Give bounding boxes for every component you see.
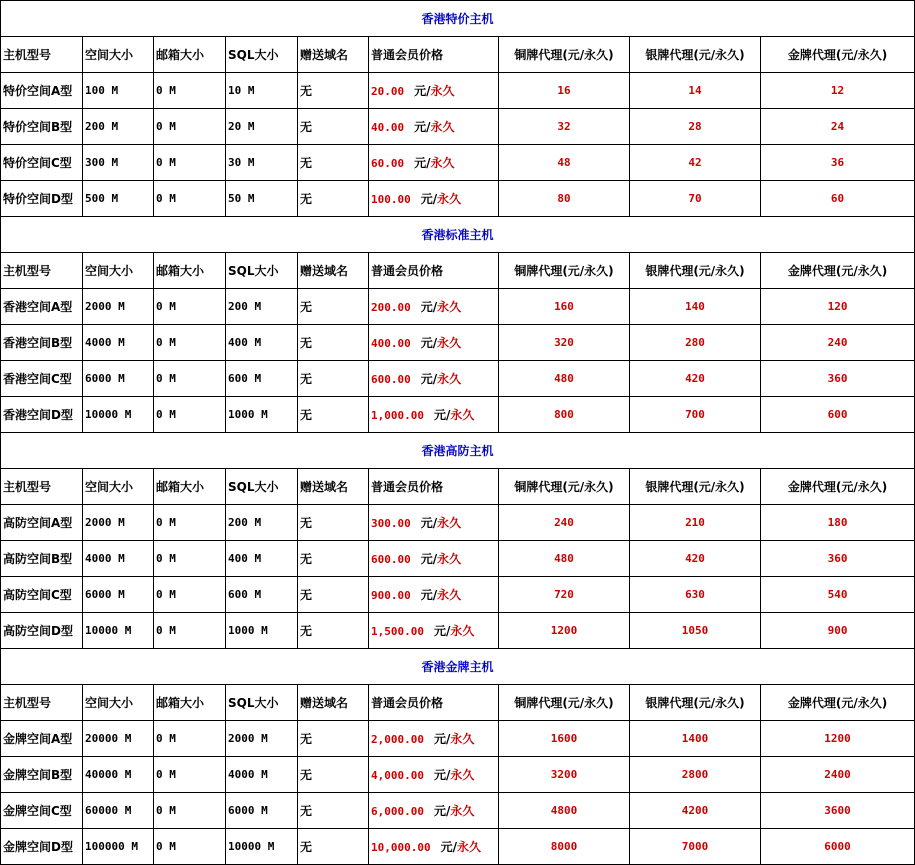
mailbox-cell: 0 M [154,541,226,577]
header-model: 主机型号 [1,37,83,73]
member-price-value: 10,000.00 [371,841,431,854]
mailbox-cell: 0 M [154,757,226,793]
table-row [1,757,915,793]
sql-cell: 30 M [226,145,298,181]
table-row [1,289,915,325]
price-unit [441,840,481,854]
model-cell: 高防空间A型 [1,505,83,541]
table-row [1,541,915,577]
price-unit [421,588,461,602]
header-mailbox: 邮箱大小 [154,685,226,721]
table-row [1,613,915,649]
gold-price-cell: 900 [761,613,915,649]
gold-price-cell: 240 [761,325,915,361]
header-gold-agent: 金牌代理(元/永久) [761,469,915,505]
price-unit [414,156,454,170]
price-unit-suffix: 永久 [437,516,462,530]
domain-cell: 无 [298,793,369,829]
member-price-value: 1,000.00 [371,409,424,422]
price-unit-prefix: 元/ [420,336,438,350]
price-unit-suffix: 永久 [450,768,475,782]
bronze-price-cell: 32 [499,109,630,145]
gold-price-cell: 600 [761,397,915,433]
price-unit-prefix: 元/ [420,372,438,386]
price-unit-suffix: 永久 [430,156,455,170]
model-cell: 金牌空间A型 [1,721,83,757]
price-unit [434,732,474,746]
section-title: 香港标准主机 [1,217,915,253]
model-cell: 特价空间D型 [1,181,83,217]
gold-price-cell: 36 [761,145,915,181]
bronze-price-cell: 48 [499,145,630,181]
space-cell: 4000 M [83,325,154,361]
space-cell: 10000 M [83,397,154,433]
member-price-value: 100.00 [371,193,411,206]
domain-cell: 无 [298,361,369,397]
bronze-price-cell: 80 [499,181,630,217]
table-row [1,829,915,865]
price-unit-prefix: 元/ [433,768,451,782]
header-model: 主机型号 [1,469,83,505]
price-unit-prefix: 元/ [420,192,438,206]
header-member-price: 普通会员价格 [369,253,499,289]
price-unit-prefix: 元/ [433,408,451,422]
domain-cell: 无 [298,505,369,541]
table-row [1,181,915,217]
bronze-price-cell: 480 [499,361,630,397]
member-price-cell [369,109,499,145]
price-unit [414,120,454,134]
silver-price-cell: 630 [630,577,761,613]
price-unit [421,516,461,530]
bronze-price-cell: 1600 [499,721,630,757]
space-cell: 40000 M [83,757,154,793]
space-cell: 4000 M [83,541,154,577]
header-silver-agent: 银牌代理(元/永久) [630,37,761,73]
section-title-row [1,433,915,469]
domain-cell: 无 [298,757,369,793]
section-title-row [1,649,915,685]
mailbox-cell: 0 M [154,361,226,397]
header-silver-agent: 银牌代理(元/永久) [630,253,761,289]
member-price-value: 600.00 [371,373,411,386]
gold-price-cell: 360 [761,361,915,397]
price-unit [434,804,474,818]
price-unit [434,408,474,422]
mailbox-cell: 0 M [154,289,226,325]
member-price-cell [369,289,499,325]
header-sql: SQL大小 [226,37,298,73]
model-cell: 金牌空间D型 [1,829,83,865]
space-cell: 6000 M [83,361,154,397]
space-cell: 200 M [83,109,154,145]
price-unit [421,372,461,386]
price-unit-prefix: 元/ [414,156,431,170]
member-price-cell [369,397,499,433]
gold-price-cell: 1200 [761,721,915,757]
silver-price-cell: 140 [630,289,761,325]
section-title: 香港金牌主机 [1,649,915,685]
gold-price-cell: 3600 [761,793,915,829]
member-price-cell [369,361,499,397]
bronze-price-cell: 320 [499,325,630,361]
price-unit [421,300,461,314]
price-unit-prefix: 元/ [433,624,451,638]
header-model: 主机型号 [1,253,83,289]
space-cell: 2000 M [83,505,154,541]
silver-price-cell: 1050 [630,613,761,649]
gold-price-cell: 6000 [761,829,915,865]
member-price-value: 6,000.00 [371,805,424,818]
gold-price-cell: 2400 [761,757,915,793]
silver-price-cell: 420 [630,361,761,397]
mailbox-cell: 0 M [154,181,226,217]
member-price-cell [369,73,499,109]
bronze-price-cell: 3200 [499,757,630,793]
member-price-value: 40.00 [371,121,405,134]
member-price-value: 300.00 [371,517,411,530]
gold-price-cell: 12 [761,73,915,109]
price-unit-suffix: 永久 [430,120,455,134]
price-unit-prefix: 元/ [420,552,438,566]
price-unit-suffix: 永久 [437,192,462,206]
section-title-row [1,1,915,37]
header-gold-agent: 金牌代理(元/永久) [761,37,915,73]
price-unit-suffix: 永久 [450,732,475,746]
column-header-row [1,469,915,505]
silver-price-cell: 14 [630,73,761,109]
member-price-value: 20.00 [371,85,405,98]
silver-price-cell: 210 [630,505,761,541]
header-sql: SQL大小 [226,253,298,289]
domain-cell: 无 [298,613,369,649]
sql-cell: 4000 M [226,757,298,793]
price-unit-prefix: 元/ [420,300,438,314]
space-cell: 6000 M [83,577,154,613]
header-model: 主机型号 [1,685,83,721]
domain-cell: 无 [298,289,369,325]
price-unit-prefix: 元/ [433,804,451,818]
sql-cell: 1000 M [226,397,298,433]
silver-price-cell: 28 [630,109,761,145]
model-cell: 特价空间C型 [1,145,83,181]
column-header-row [1,685,915,721]
sql-cell: 10 M [226,73,298,109]
model-cell: 香港空间A型 [1,289,83,325]
member-price-cell [369,505,499,541]
silver-price-cell: 1400 [630,721,761,757]
table-row [1,361,915,397]
member-price-cell [369,757,499,793]
price-unit-prefix: 元/ [440,840,457,854]
price-unit-suffix: 永久 [430,84,455,98]
member-price-cell [369,325,499,361]
price-unit [421,192,461,206]
price-unit-suffix: 永久 [450,804,475,818]
sql-cell: 6000 M [226,793,298,829]
silver-price-cell: 42 [630,145,761,181]
model-cell: 香港空间C型 [1,361,83,397]
member-price-cell [369,541,499,577]
space-cell: 300 M [83,145,154,181]
price-unit-prefix: 元/ [433,732,451,746]
header-space: 空间大小 [83,469,154,505]
mailbox-cell: 0 M [154,505,226,541]
space-cell: 100 M [83,73,154,109]
sql-cell: 400 M [226,541,298,577]
sql-cell: 10000 M [226,829,298,865]
price-unit [421,552,461,566]
mailbox-cell: 0 M [154,325,226,361]
price-unit-prefix: 元/ [414,84,431,98]
domain-cell: 无 [298,721,369,757]
member-price-cell [369,181,499,217]
header-mailbox: 邮箱大小 [154,253,226,289]
model-cell: 高防空间C型 [1,577,83,613]
domain-cell: 无 [298,829,369,865]
model-cell: 金牌空间B型 [1,757,83,793]
member-price-cell [369,613,499,649]
silver-price-cell: 70 [630,181,761,217]
gold-price-cell: 360 [761,541,915,577]
bronze-price-cell: 800 [499,397,630,433]
bronze-price-cell: 720 [499,577,630,613]
table-row [1,793,915,829]
price-unit [434,768,474,782]
silver-price-cell: 420 [630,541,761,577]
header-mailbox: 邮箱大小 [154,37,226,73]
bronze-price-cell: 8000 [499,829,630,865]
member-price-value: 400.00 [371,337,411,350]
table-row [1,109,915,145]
price-unit-prefix: 元/ [414,120,431,134]
price-unit-prefix: 元/ [420,588,438,602]
sql-cell: 1000 M [226,613,298,649]
space-cell: 20000 M [83,721,154,757]
model-cell: 金牌空间C型 [1,793,83,829]
member-price-value: 600.00 [371,553,411,566]
header-space: 空间大小 [83,253,154,289]
price-unit-suffix: 永久 [450,408,475,422]
price-unit-suffix: 永久 [437,588,462,602]
model-cell: 高防空间B型 [1,541,83,577]
header-silver-agent: 银牌代理(元/永久) [630,469,761,505]
header-domain: 赠送域名 [298,37,369,73]
header-silver-agent: 银牌代理(元/永久) [630,685,761,721]
member-price-cell [369,721,499,757]
header-bronze-agent: 铜牌代理(元/永久) [499,37,630,73]
member-price-value: 200.00 [371,301,411,314]
silver-price-cell: 7000 [630,829,761,865]
price-unit-suffix: 永久 [437,372,462,386]
sql-cell: 600 M [226,361,298,397]
sql-cell: 50 M [226,181,298,217]
header-bronze-agent: 铜牌代理(元/永久) [499,253,630,289]
table-row [1,721,915,757]
mailbox-cell: 0 M [154,145,226,181]
model-cell: 香港空间D型 [1,397,83,433]
domain-cell: 无 [298,145,369,181]
model-cell: 特价空间A型 [1,73,83,109]
price-unit-suffix: 永久 [437,552,462,566]
table-row [1,505,915,541]
price-unit-prefix: 元/ [420,516,438,530]
table-row [1,577,915,613]
table-body [1,1,915,865]
price-unit-suffix: 永久 [450,624,475,638]
gold-price-cell: 120 [761,289,915,325]
price-unit-suffix: 永久 [437,300,462,314]
header-gold-agent: 金牌代理(元/永久) [761,685,915,721]
price-unit [421,336,461,350]
price-unit-suffix: 永久 [437,336,462,350]
member-price-value: 1,500.00 [371,625,424,638]
price-unit [434,624,474,638]
sql-cell: 200 M [226,289,298,325]
model-cell: 高防空间D型 [1,613,83,649]
gold-price-cell: 180 [761,505,915,541]
domain-cell: 无 [298,397,369,433]
mailbox-cell: 0 M [154,721,226,757]
mailbox-cell: 0 M [154,73,226,109]
bronze-price-cell: 160 [499,289,630,325]
mailbox-cell: 0 M [154,793,226,829]
gold-price-cell: 24 [761,109,915,145]
bronze-price-cell: 1200 [499,613,630,649]
header-bronze-agent: 铜牌代理(元/永久) [499,685,630,721]
header-space: 空间大小 [83,37,154,73]
sql-cell: 200 M [226,505,298,541]
domain-cell: 无 [298,577,369,613]
gold-price-cell: 60 [761,181,915,217]
header-sql: SQL大小 [226,685,298,721]
table-row [1,325,915,361]
member-price-value: 60.00 [371,157,405,170]
table-row [1,145,915,181]
bronze-price-cell: 240 [499,505,630,541]
bronze-price-cell: 480 [499,541,630,577]
sql-cell: 400 M [226,325,298,361]
mailbox-cell: 0 M [154,613,226,649]
header-member-price: 普通会员价格 [369,469,499,505]
member-price-cell [369,145,499,181]
header-member-price: 普通会员价格 [369,37,499,73]
domain-cell: 无 [298,325,369,361]
space-cell: 100000 M [83,829,154,865]
header-member-price: 普通会员价格 [369,685,499,721]
header-space: 空间大小 [83,685,154,721]
sql-cell: 2000 M [226,721,298,757]
header-sql: SQL大小 [226,469,298,505]
model-cell: 特价空间B型 [1,109,83,145]
mailbox-cell: 0 M [154,397,226,433]
mailbox-cell: 0 M [154,577,226,613]
space-cell: 60000 M [83,793,154,829]
column-header-row [1,37,915,73]
mailbox-cell: 0 M [154,109,226,145]
member-price-cell [369,577,499,613]
member-price-value: 900.00 [371,589,411,602]
mailbox-cell: 0 M [154,829,226,865]
space-cell: 10000 M [83,613,154,649]
model-cell: 香港空间B型 [1,325,83,361]
header-domain: 赠送域名 [298,469,369,505]
sql-cell: 20 M [226,109,298,145]
table-row [1,73,915,109]
bronze-price-cell: 16 [499,73,630,109]
section-title: 香港高防主机 [1,433,915,469]
domain-cell: 无 [298,181,369,217]
member-price-cell [369,829,499,865]
header-mailbox: 邮箱大小 [154,469,226,505]
domain-cell: 无 [298,541,369,577]
member-price-cell [369,793,499,829]
column-header-row [1,253,915,289]
member-price-value: 2,000.00 [371,733,424,746]
member-price-value: 4,000.00 [371,769,424,782]
domain-cell: 无 [298,73,369,109]
header-gold-agent: 金牌代理(元/永久) [761,253,915,289]
gold-price-cell: 540 [761,577,915,613]
header-domain: 赠送域名 [298,685,369,721]
bronze-price-cell: 4800 [499,793,630,829]
silver-price-cell: 280 [630,325,761,361]
section-title: 香港特价主机 [1,1,915,37]
sql-cell: 600 M [226,577,298,613]
silver-price-cell: 4200 [630,793,761,829]
section-title-row [1,217,915,253]
table-row [1,397,915,433]
silver-price-cell: 2800 [630,757,761,793]
header-bronze-agent: 铜牌代理(元/永久) [499,469,630,505]
price-unit [414,84,454,98]
space-cell: 2000 M [83,289,154,325]
silver-price-cell: 700 [630,397,761,433]
header-domain: 赠送域名 [298,253,369,289]
price-unit-suffix: 永久 [457,840,482,854]
space-cell: 500 M [83,181,154,217]
domain-cell: 无 [298,109,369,145]
